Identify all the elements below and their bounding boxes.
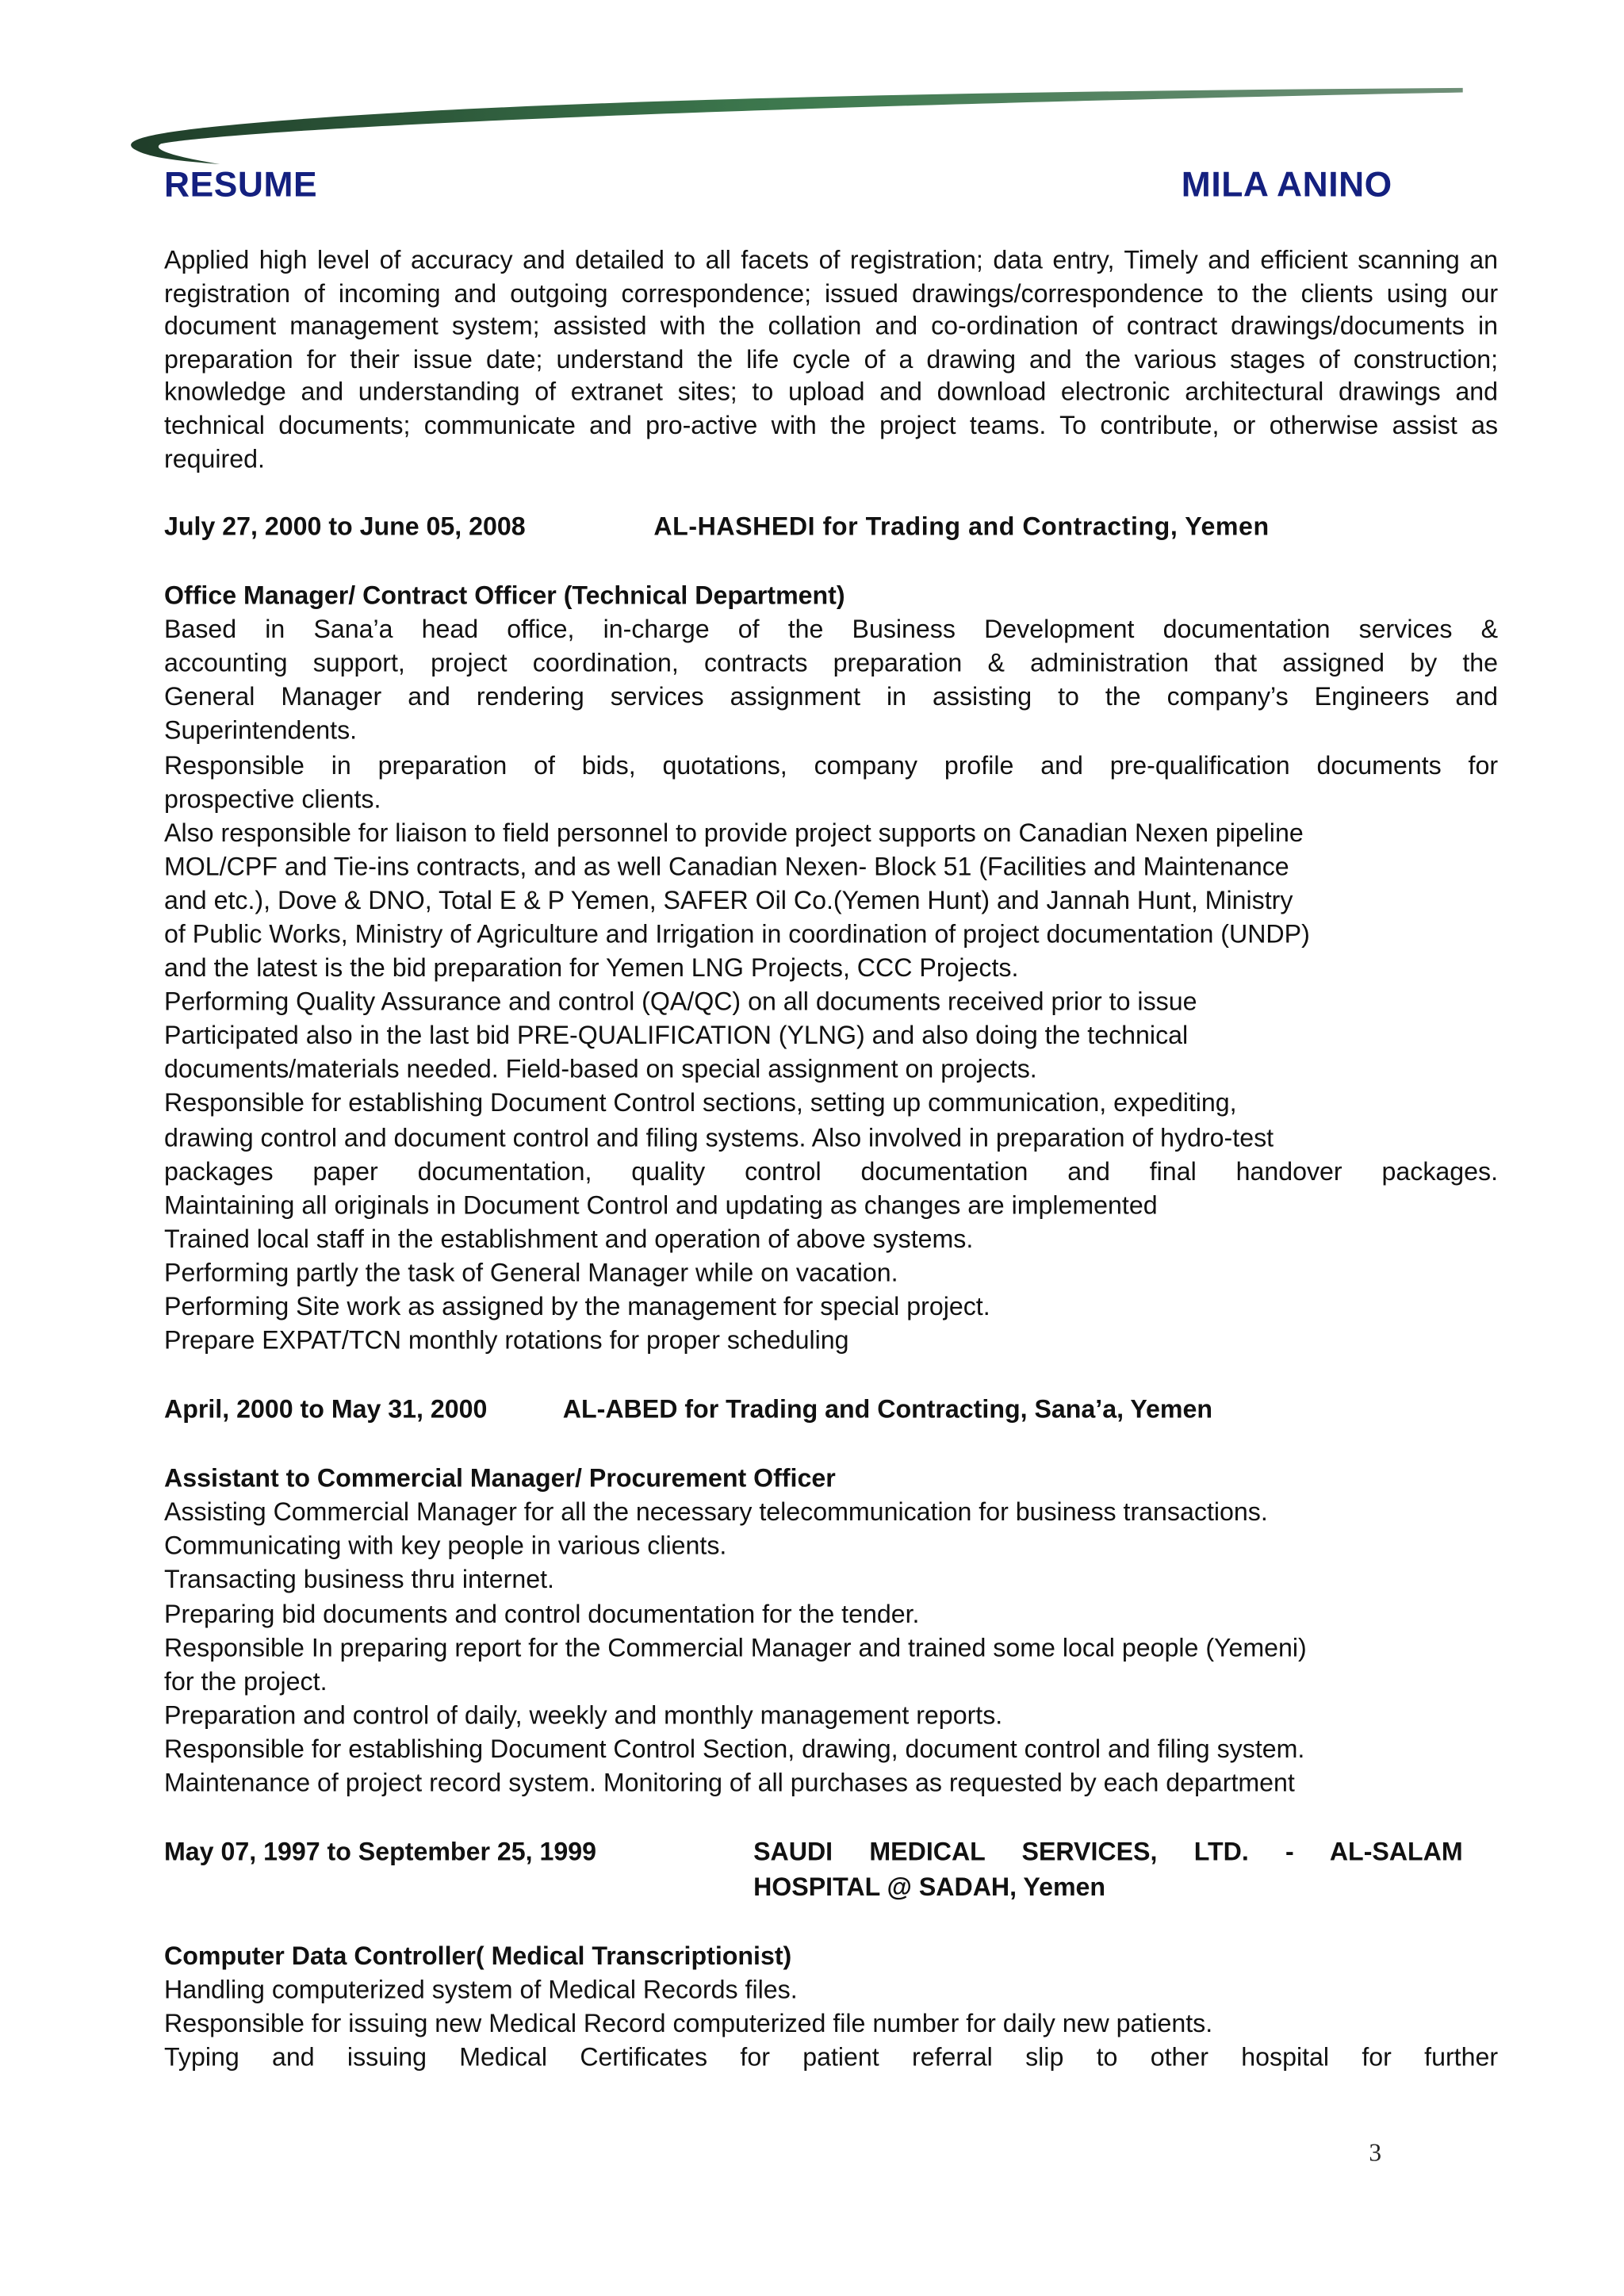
duty-line: accounting support, project coordination, contracts preparation & administration that assigned by the (164, 648, 1499, 678)
duty-line: Responsible in preparation of bids, quotations, company profile and pre-qualification documents for (164, 749, 1499, 780)
job-organization: AL-HASHEDI for Trading and Contracting, Yemen (653, 512, 1270, 542)
page-number: 3 (1369, 2138, 1382, 2167)
job-dates: April, 2000 to May 31, 2000 (164, 1394, 488, 1424)
duty-line: and the latest is the bid preparation for Yemen LNG Projects, CCC Projects. (164, 953, 1019, 983)
duty-line: of Public Works, Ministry of Agriculture and Irrigation in coordination of project documentation (UNDP) (164, 918, 1310, 949)
duty-line: Responsible for establishing Document Control Section, drawing, document control and filing system. (164, 1734, 1305, 1764)
duty-line: packages paper documentation, quality control documentation and final handover packages. (164, 1156, 1499, 1186)
duty-line: Performing Site work as assigned by the management for special project. (164, 1291, 990, 1321)
duty-line: for the project. (164, 1666, 327, 1696)
job-period-heading (164, 1393, 1498, 1427)
duty-line: Prepare EXPAT/TCN monthly rotations for proper scheduling (164, 1325, 849, 1355)
duty-line: Responsible for issuing new Medical Record computerized file number for daily new patients. (164, 2008, 1213, 2038)
duty-line: Handling computerized system of Medical Records files. (164, 1974, 798, 2004)
duty-line: and etc.), Dove & DNO, Total E & P Yemen, SAFER Oil Co.(Yemen Hunt) and Jannah Hunt, Ministry (164, 885, 1293, 915)
duty-line: Performing Quality Assurance and control (QA/QC) on all documents received prior to issue (164, 987, 1197, 1017)
job-title: Office Manager/ Contract Officer (Technical Department) (164, 581, 845, 611)
candidate-name-heading: MILA ANINO (1181, 165, 1392, 205)
duty-line: Performing partly the task of General Manager while on vacation. (164, 1257, 898, 1287)
duty-line: Preparing bid documents and control documentation for the tender. (164, 1598, 920, 1628)
job-organization (753, 1835, 1463, 1904)
duty-line: Responsible for establishing Document Control sections, setting up communication, expediting, (164, 1088, 1237, 1118)
job-dates: July 27, 2000 to June 05, 2008 (164, 512, 526, 542)
job-period-heading (164, 1835, 1498, 1904)
intro-paragraph: Applied high level of accuracy and detailed to all facets of registration; data entry, Timely and efficient scanning an registration of incoming and outgoing correspondence; issued drawings/correspondence to the clients using our document management system; assisted with the collation and co-ordination of contract drawings/documents in preparation for their issue date; understand the life cycle of a drawing and the various stages of construction; knowledge and understanding of extranet sites; to upload and download electronic architectural drawings and technical documents; communicate and pro-active with the project teams. To contribute, or otherwise assist as required. (164, 244, 1499, 473)
duty-line: MOL/CPF and Tie-ins contracts, and as well Canadian Nexen- Block 51 (Facilities and Maintenance (164, 851, 1289, 881)
duty-line: Based in Sana’a head office, in-charge of the Business Development documentation services & (164, 614, 1499, 644)
duty-line: Transacting business thru internet. (164, 1564, 554, 1594)
duty-line: Responsible In preparing report for the Commercial Manager and trained some local people (Yemeni) (164, 1632, 1307, 1662)
duty-line: Maintenance of project record system. Monitoring of all purchases as requested by each department (164, 1768, 1295, 1798)
resume-heading: RESUME (164, 165, 318, 205)
duty-line: Superintendents. (164, 715, 358, 746)
job-duties-list (164, 1496, 1498, 1800)
duty-line: documents/materials needed. Field-based on special assignment on projects. (164, 1054, 1037, 1084)
header-swoosh-graphic (117, 76, 1466, 170)
duty-line: Preparation and control of daily, weekly and monthly management reports. (164, 1700, 1003, 1730)
duty-line: Also responsible for liaison to field personnel to provide project supports on Canadian Nexen pipeline (164, 817, 1304, 847)
duty-line: drawing control and document control and filing systems. Also involved in preparation of hydro-test (164, 1122, 1274, 1152)
duty-line: Communicating with key people in various clients. (164, 1531, 727, 1561)
duty-line: Trained local staff in the establishment and operation of above systems. (164, 1224, 974, 1254)
job-period-heading (164, 511, 1498, 545)
job-organization-line: HOSPITAL @ SADAH, Yemen (753, 1871, 1106, 1901)
job-duties-list (164, 1973, 1498, 2075)
job-organization: AL-ABED for Trading and Contracting, Sana’a, Yemen (562, 1394, 1213, 1424)
resume-body (164, 243, 1498, 2075)
job-title: Computer Data Controller( Medical Transcriptionist) (164, 1941, 792, 1971)
duty-line: prospective clients. (164, 784, 381, 814)
duty-line: Maintaining all originals in Document Control and updating as changes are implemented (164, 1190, 1158, 1220)
job-title: Assistant to Commercial Manager/ Procurement Officer (164, 1463, 836, 1493)
job-organization-line: SAUDI MEDICAL SERVICES, LTD. - AL-SALAM (753, 1837, 1463, 1867)
duty-line: Assisting Commercial Manager for all the necessary telecommunication for business transactions. (164, 1497, 1268, 1527)
duty-line: General Manager and rendering services assignment in assisting to the company’s Engineers and (164, 682, 1499, 712)
job-dates: May 07, 1997 to September 25, 1999 (164, 1837, 597, 1867)
job-duties-list (164, 613, 1498, 1358)
duty-line: Typing and issuing Medical Certificates for patient referral slip to other hospital for further (164, 2042, 1499, 2072)
duty-line: Participated also in the last bid PRE-QUALIFICATION (YLNG) and also doing the technical (164, 1021, 1189, 1050)
